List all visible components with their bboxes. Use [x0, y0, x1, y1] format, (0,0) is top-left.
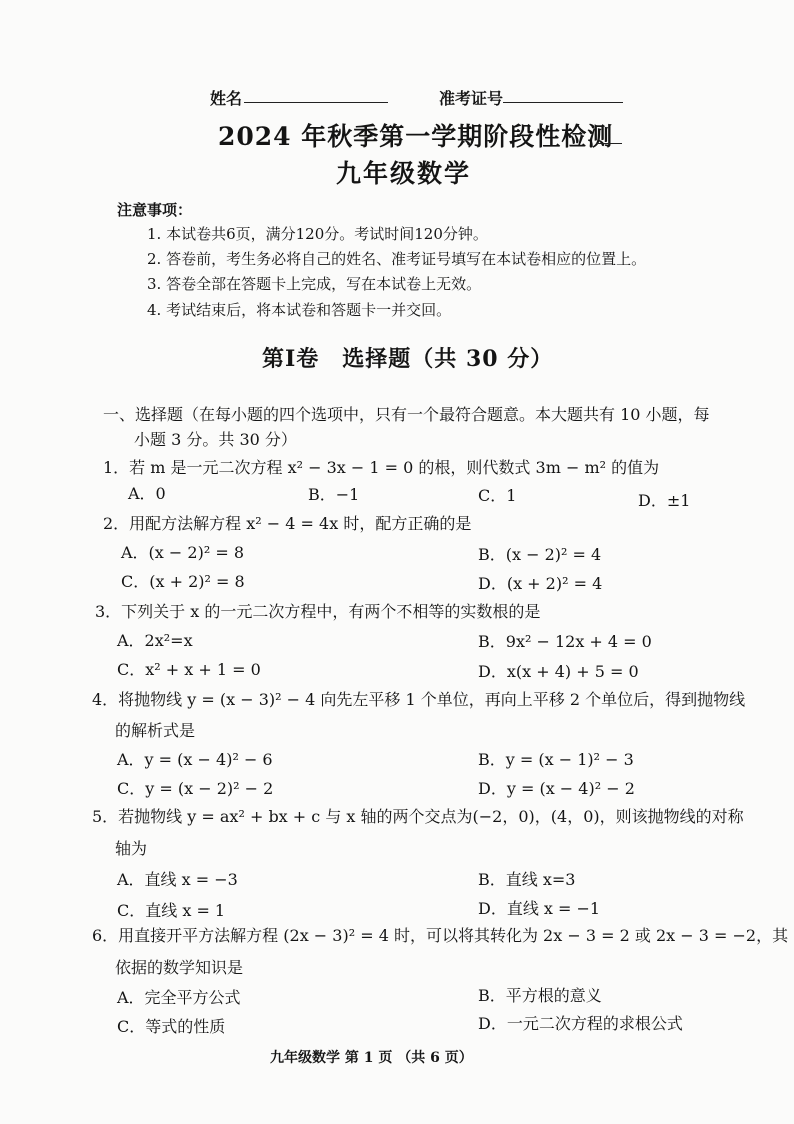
question-stem: 1．若 m 是一元二次方程 x² − 3x − 1 = 0 的根，则代数式 3m − m² 的值为	[103, 458, 660, 477]
question-option: A．完全平方公式	[117, 988, 241, 1007]
question-option: C．1	[478, 486, 517, 505]
question-option: D．直线 x = −1	[478, 899, 601, 918]
question-option: D．x(x + 4) + 5 = 0	[478, 662, 639, 681]
question-option: C．直线 x = 1	[117, 901, 226, 920]
question-option: A．(x − 2)² = 8	[121, 543, 244, 562]
question-stem-continued: 轴为	[115, 839, 148, 858]
instructions-line: 一、选择题（在每小题的四个选项中，只有一个最符合题意。本大题共有 10 小题，每	[103, 405, 710, 424]
question-option: C．等式的性质	[117, 1017, 226, 1036]
question-option: A．2x²=x	[117, 631, 193, 650]
name-label: 姓名	[210, 89, 243, 108]
question-option: B．直线 x=3	[478, 870, 576, 889]
question-option: D．y = (x − 4)² − 2	[478, 779, 635, 798]
question-option: B．−1	[308, 485, 360, 504]
question-option: D．±1	[638, 491, 691, 510]
question-option: D．(x + 2)² = 4	[478, 574, 603, 593]
instructions-line: 小题 3 分。共 30 分）	[134, 430, 297, 449]
section-title: 第Ⅰ卷 选择题（共 30 分）	[262, 346, 554, 372]
note-item: 1. 本试卷共6页，满分120分。考试时间120分钟。	[147, 225, 488, 243]
exam-title: 2024 年秋季第一学期阶段性检测	[218, 122, 614, 151]
page-footer: 九年级数学 第 1 页 （共 6 页）	[270, 1050, 473, 1066]
notes-heading: 注意事项：	[117, 201, 193, 219]
question-option: B．(x − 2)² = 4	[478, 545, 602, 564]
exam-id-label: 准考证号	[439, 89, 504, 108]
question-option: B．9x² − 12x + 4 = 0	[478, 632, 652, 651]
question-stem: 5．若抛物线 y = ax² + bx + c 与 x 轴的两个交点为(−2，0)，(4，0)，则该抛物线的对称	[92, 807, 744, 826]
name-blank	[244, 102, 388, 103]
question-option: C．(x + 2)² = 8	[121, 572, 245, 591]
exam-subtitle: 九年级数学	[336, 159, 472, 188]
exam-id-blank	[503, 102, 623, 103]
question-stem: 4．将抛物线 y = (x − 3)² − 4 向先左平移 1 个单位，再向上平移 2 个单位后，得到抛物线	[92, 690, 746, 709]
note-item: 4. 考试结束后，将本试卷和答题卡一并交回。	[147, 301, 452, 319]
question-option: C．x² + x + 1 = 0	[117, 660, 261, 679]
question-option: C．y = (x − 2)² − 2	[117, 779, 274, 798]
question-option: D．一元二次方程的求根公式	[478, 1014, 683, 1033]
question-option: B．y = (x − 1)² − 3	[478, 750, 634, 769]
question-stem: 2．用配方法解方程 x² − 4 = 4x 时，配方正确的是	[103, 514, 472, 533]
question-option: A．y = (x − 4)² − 6	[117, 750, 273, 769]
note-item: 3. 答卷全部在答题卡上完成，写在本试卷上无效。	[147, 275, 482, 293]
question-option: A．直线 x = −3	[117, 870, 238, 889]
question-stem: 6．用直接开平方法解方程 (2x − 3)² = 4 时，可以将其转化为 2x − 3 = 2 或 2x − 3 = −2，其	[92, 926, 789, 945]
question-stem: 3．下列关于 x 的一元二次方程中，有两个不相等的实数根的是	[95, 602, 541, 621]
question-stem-continued: 依据的数学知识是	[115, 958, 244, 977]
note-item: 2. 答卷前，考生务必将自己的姓名、准考证号填写在本试卷相应的位置上。	[147, 250, 647, 268]
question-stem-continued: 的解析式是	[115, 721, 196, 740]
question-option: A．0	[128, 484, 166, 503]
question-option: B．平方根的意义	[478, 986, 602, 1005]
title-underline-mark	[596, 143, 622, 144]
